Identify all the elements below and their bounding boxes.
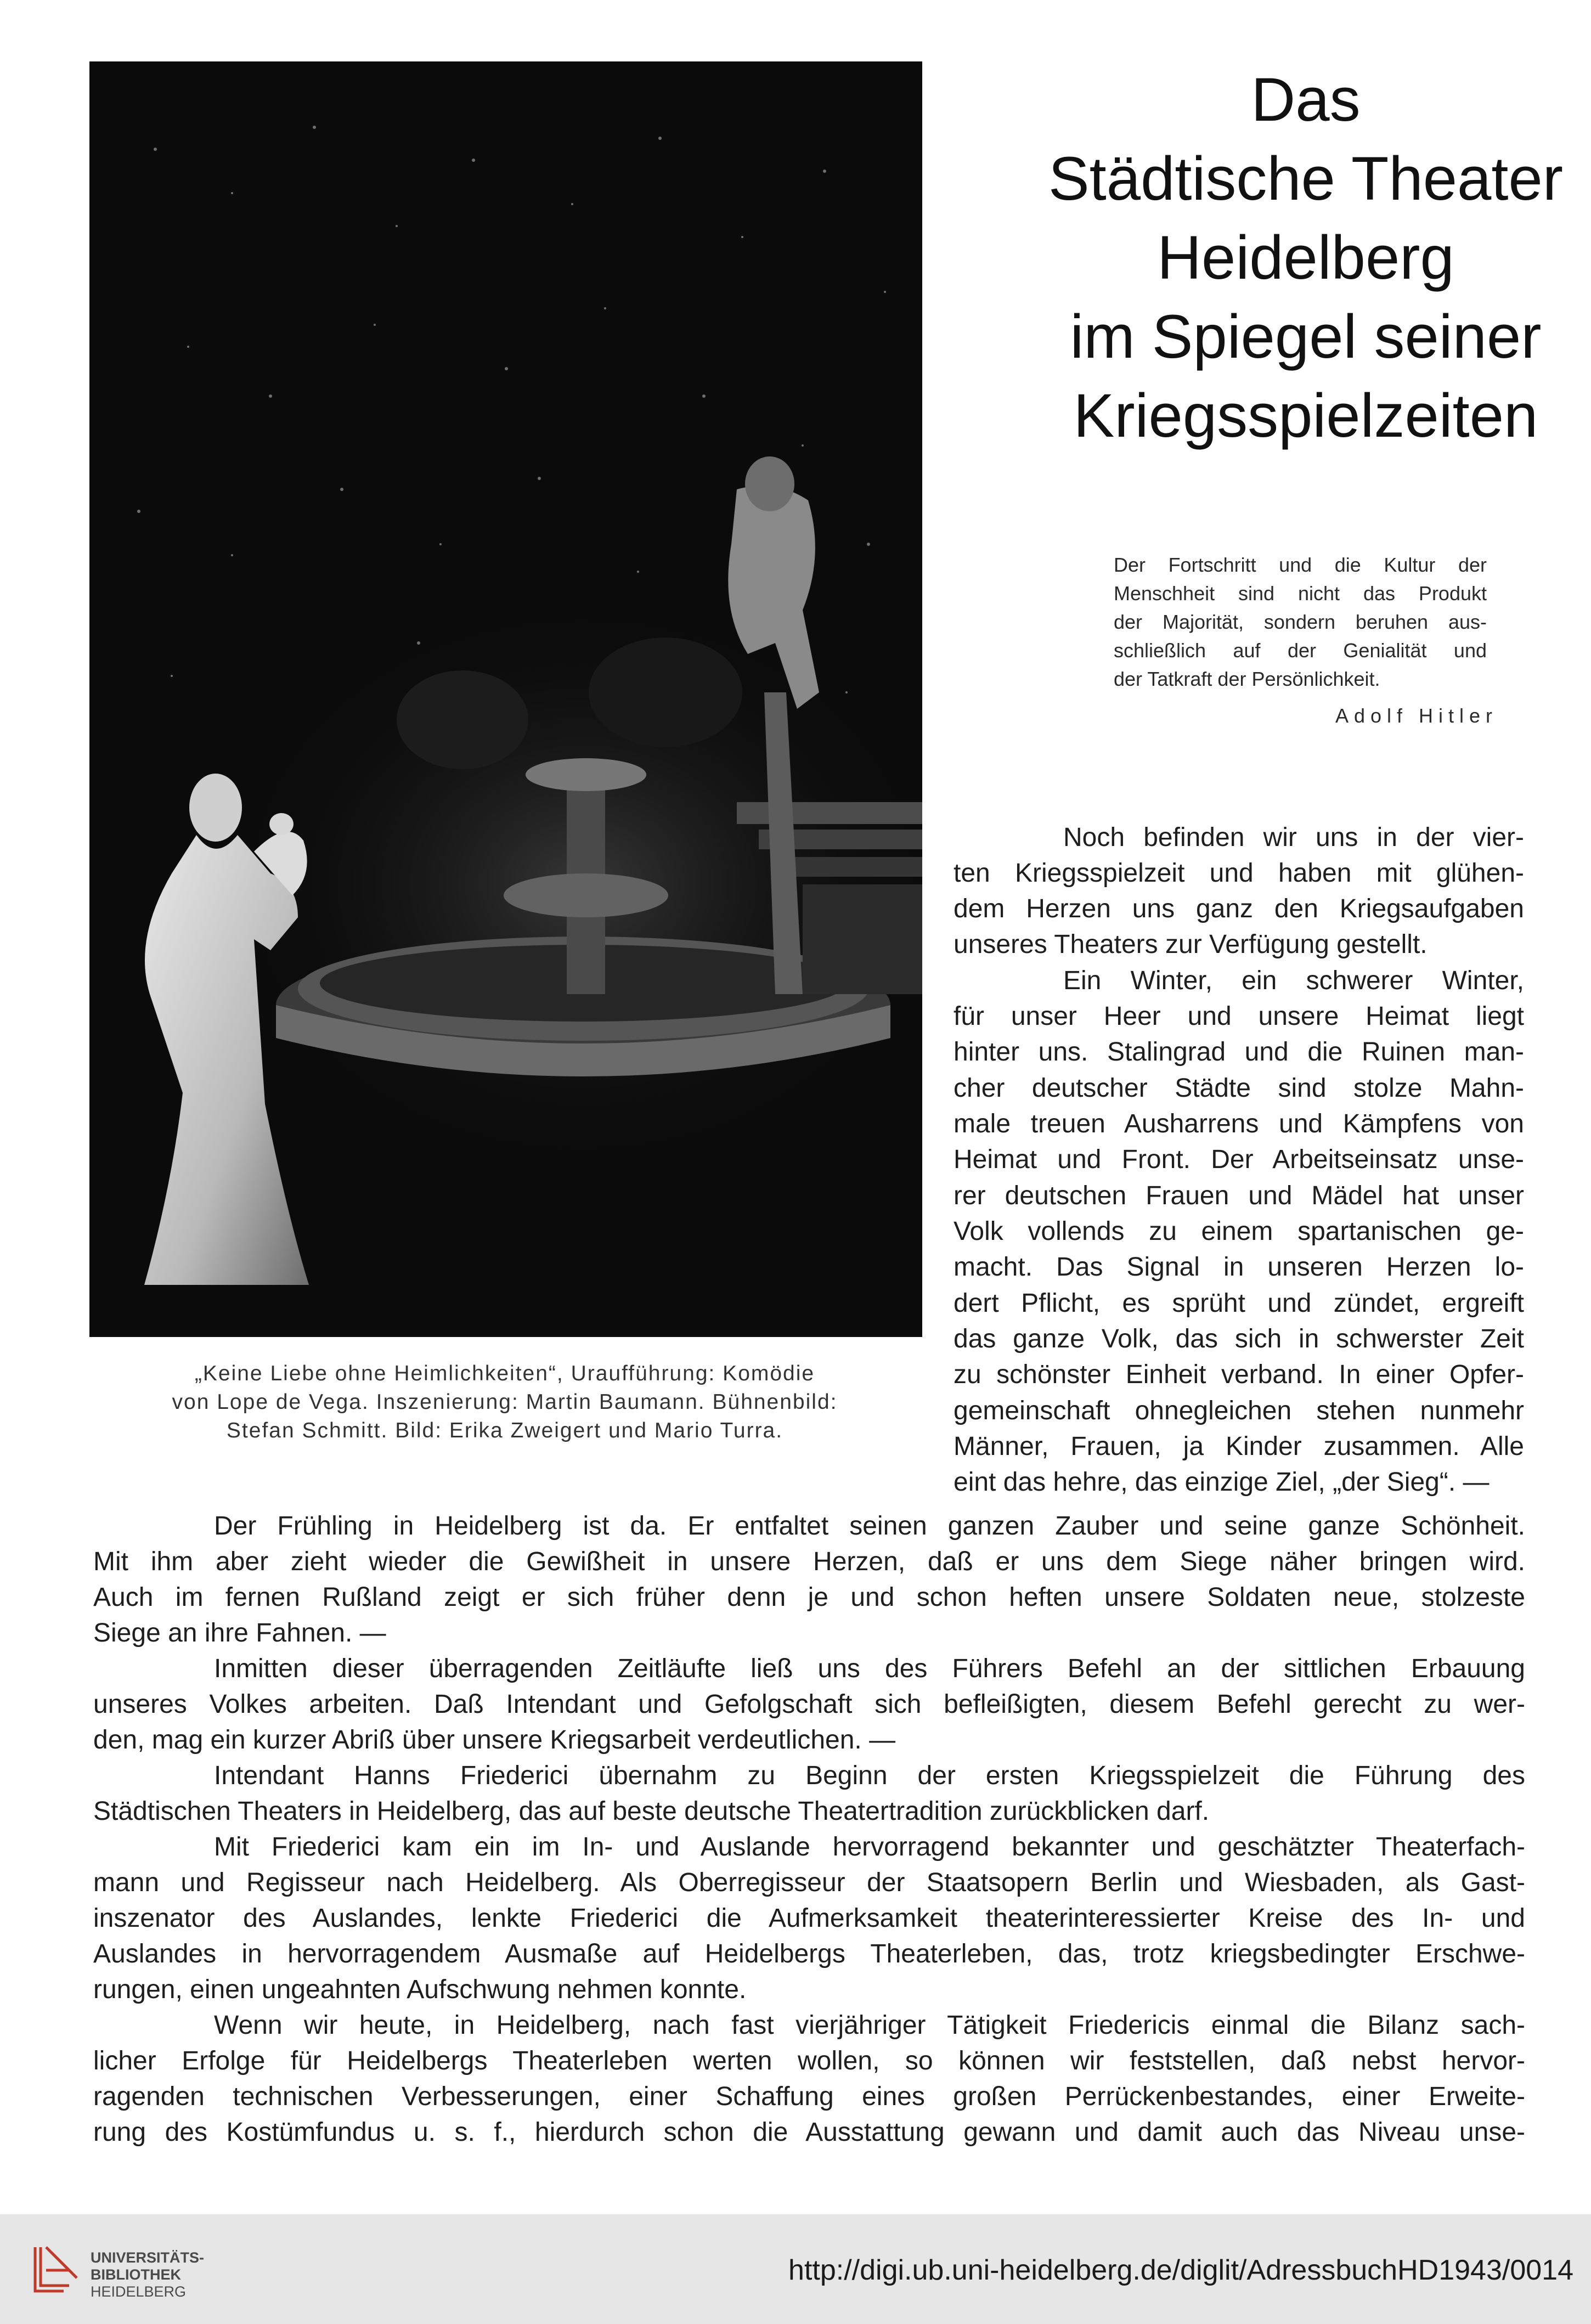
library-name-line: HEIDELBERG: [91, 2283, 187, 2300]
article-title: [1031, 60, 1580, 455]
body-line: Auch im fernen Rußland zeigt er sich früher denn je und schon heften unsere Soldaten neue, stolzeste: [93, 1583, 1525, 1612]
body-line: unseres Volkes arbeiten. Daß Intendant und Gefolgschaft sich befleißigten, diesem Befehl gerecht zu wer-: [93, 1690, 1525, 1719]
body-line: licher Erfolge für Heidelbergs Theaterleben werten wollen, so können wir feststellen, daß nebst hervor-: [93, 2046, 1525, 2075]
digitization-footer: [0, 2214, 1591, 2324]
library-name: [91, 2249, 204, 2300]
quote-line: der Majorität, sondern beruhen aus-: [1114, 611, 1487, 633]
body-line: cher deutscher Städte sind stolze Mahn-: [954, 1074, 1524, 1103]
body-line: rungen, einen ungeahnten Aufschwung nehmen konnte.: [93, 1975, 747, 2004]
body-line: Mit Friederici kam ein im In- und Auslande hervorragend bekannter und geschätzter Theaterfach-: [214, 1832, 1525, 1862]
body-line: für unser Heer und unsere Heimat liegt: [954, 1002, 1524, 1031]
body-line: Der Frühling in Heidelberg ist da. Er entfaltet seinen ganzen Zauber und seine ganze Schönheit.: [214, 1511, 1525, 1541]
body-line: ragenden technischen Verbesserungen, einer Schaffung eines großen Perrückenbestandes, einer Erweite-: [93, 2082, 1525, 2111]
body-line: Inmitten dieser überragenden Zeitläufte ließ uns des Führers Befehl an der sittlichen Erbauung: [214, 1654, 1525, 1683]
body-line: dert Pflicht, es sprüht und zündet, ergreift: [954, 1289, 1524, 1318]
body-line: Männer, Frauen, ja Kinder zusammen. Alle: [954, 1432, 1524, 1461]
body-line: gemeinschaft ohnegleichen stehen nunmehr: [954, 1396, 1524, 1425]
title-line: Heidelberg: [1157, 223, 1454, 292]
library-logo-icon: [31, 2243, 83, 2295]
caption-line: von Lope de Vega. Inszenierung: Martin Baumann. Bühnenbild:: [172, 1390, 838, 1414]
body-line: Heimat und Front. Der Arbeitseinsatz unse-: [954, 1145, 1524, 1174]
library-name-line: BIBLIOTHEK: [91, 2266, 181, 2283]
library-name-line: UNIVERSITÄTS-: [91, 2249, 205, 2266]
source-url-link[interactable]: http://digi.ub.uni-heidelberg.de/diglit/AdressbuchHD1943/0014: [788, 2254, 1573, 2286]
photo-caption: [96, 1360, 913, 1445]
body-line: rer deutschen Frauen und Mädel hat unser: [954, 1181, 1524, 1210]
body-line: Volk vollends zu einem spartanischen ge-: [954, 1217, 1524, 1246]
body-line: dem Herzen uns ganz den Kriegsaufgaben: [954, 894, 1524, 923]
title-line: im Spiegel seiner: [1070, 302, 1542, 371]
body-line: eint das hehre, das einzige Ziel, „der Sieg“. —: [954, 1468, 1490, 1497]
body-line: das ganze Volk, das sich in schwerster Zeit: [954, 1324, 1524, 1353]
body-line: inszenator des Auslandes, lenkte Friederici die Aufmerksamkeit theaterinteressierter Kreise des In- und: [93, 1904, 1525, 1933]
body-line: zu schönster Einheit verband. In einer Opfer-: [954, 1360, 1524, 1389]
title-line: Das: [1251, 65, 1361, 134]
body-line: Wenn wir heute, in Heidelberg, nach fast vierjähriger Tätigkeit Friedericis einmal die Bilanz sach-: [214, 2011, 1525, 2040]
quote-line: der Tatkraft der Persönlichkeit.: [1114, 668, 1380, 690]
body-line: Städtischen Theaters in Heidelberg, das auf beste deutsche Theatertradition zurückblicken darf.: [93, 1797, 1210, 1826]
body-line: Ein Winter, ein schwerer Winter,: [1063, 966, 1524, 995]
quote-author: Adolf Hitler: [1335, 704, 1498, 727]
body-line: unseres Theaters zur Verfügung gestellt.: [954, 930, 1428, 959]
body-line: mann und Regisseur nach Heidelberg. Als Oberregisseur der Staatsopern Berlin und Wiesbaden, als Gast-: [93, 1868, 1525, 1897]
body-line: Mit ihm aber zieht wieder die Gewißheit in unsere Herzen, daß er uns dem Siege näher bringen wird.: [93, 1547, 1525, 1576]
caption-line: „Keine Liebe ohne Heimlichkeiten“, Uraufführung: Komödie: [194, 1362, 815, 1385]
quote-line: Der Fortschritt und die Kultur der: [1114, 554, 1487, 576]
body-line: Noch befinden wir uns in der vier-: [1063, 823, 1524, 852]
epigraph-quote: [1114, 551, 1487, 693]
title-line: Kriegsspielzeiten: [1073, 381, 1538, 450]
body-line: macht. Das Signal in unseren Herzen lo-: [954, 1253, 1524, 1282]
body-line: rung des Kostümfundus u. s. f., hierdurch schon die Ausstattung gewann und damit auch das Niveau unse-: [93, 2118, 1525, 2147]
body-line: hinter uns. Stalingrad und die Ruinen man-: [954, 1037, 1524, 1067]
quote-line: schließlich auf der Genialität und: [1114, 639, 1487, 662]
body-line: Intendant Hanns Friederici übernahm zu Beginn der ersten Kriegsspielzeit die Führung des: [214, 1761, 1525, 1790]
body-line: ten Kriegsspielzeit und haben mit glühen-: [954, 859, 1524, 888]
quote-line: Menschheit sind nicht das Produkt: [1114, 582, 1487, 605]
body-line: den, mag ein kurzer Abriß über unsere Kriegsarbeit verdeutlichen. —: [93, 1725, 896, 1755]
body-line: Auslandes in hervorragendem Ausmaße auf Heidelbergs Theaterleben, das, trotz kriegsbedingter Erschwe-: [93, 1939, 1525, 1968]
stage-photograph: [89, 61, 922, 1337]
caption-line: Stefan Schmitt. Bild: Erika Zweigert und Mario Turra.: [226, 1419, 783, 1442]
stage-scene-image: [89, 61, 922, 1337]
title-line: Städtische Theater: [1048, 144, 1564, 213]
body-line: Siege an ihre Fahnen. —: [93, 1618, 386, 1648]
body-line: male treuen Ausharrens und Kämpfens von: [954, 1109, 1524, 1138]
